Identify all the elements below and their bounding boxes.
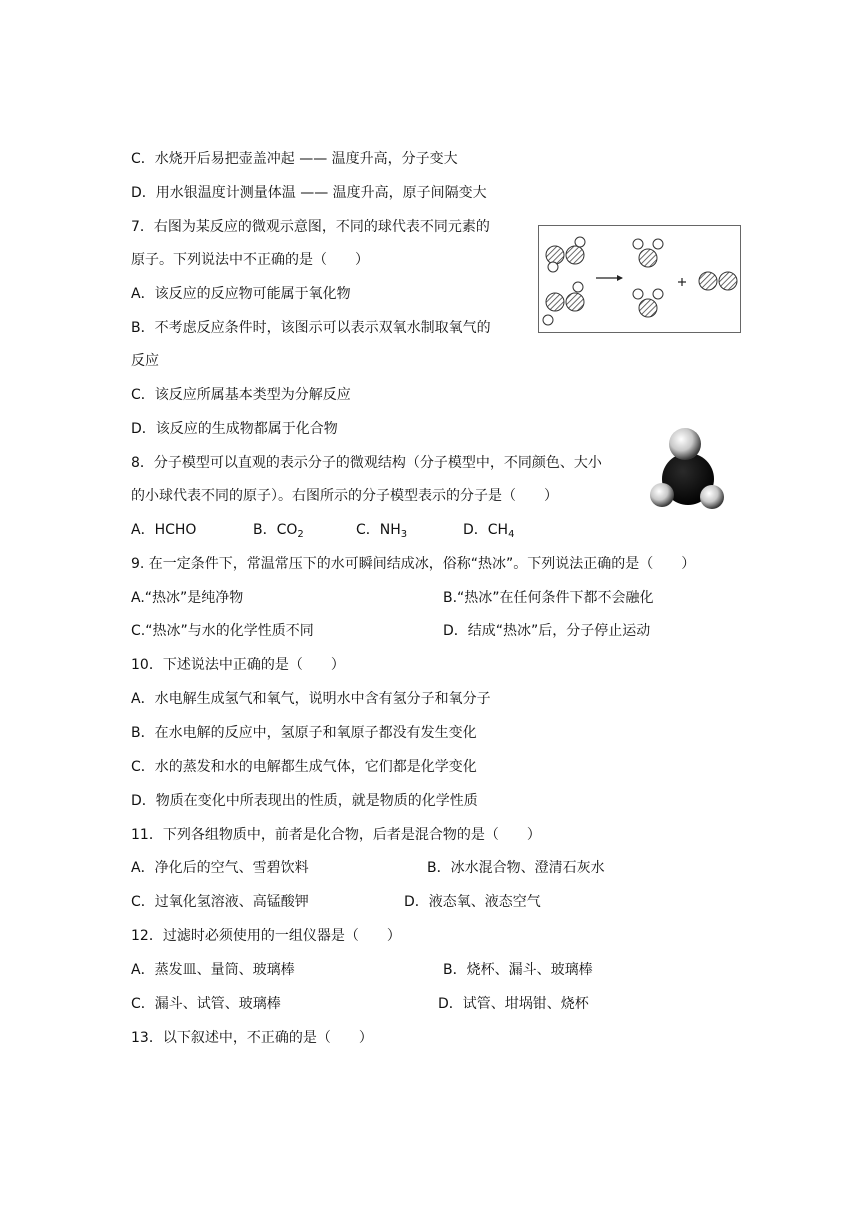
q12-option-a: A．蒸发皿、量筒、玻璃棒 — [131, 962, 295, 978]
question-12-stem: 12．过滤时必须使用的一组仪器是（ ） — [131, 928, 401, 944]
question-10-stem: 10．下述说法中正确的是（ ） — [131, 657, 345, 673]
line-6c: C．水烧开后易把壶盖冲起 —— 温度升高，分子变大 — [131, 151, 458, 167]
q11-option-c: C．过氧化氢溶液、高锰酸钾 — [131, 894, 309, 910]
q7-option-d: D．该反应的生成物都属于化合物 — [131, 421, 338, 437]
q7-option-c: C．该反应所属基本类型为分解反应 — [131, 387, 351, 403]
q9-option-c: C.“热冰”与水的化学性质不同 — [131, 623, 314, 639]
q12-option-c: C．漏斗、试管、玻璃棒 — [131, 996, 281, 1012]
question-8-stem-2: 的小球代表不同的原子）。右图所示的分子模型表示的分子是（ ） — [131, 488, 558, 504]
question-7-stem-1: 7．右图为某反应的微观示意图，不同的球代表不同元素的 — [131, 219, 490, 235]
question-8-stem-1: 8．分子模型可以直观的表示分子的微观结构（分子模型中，不同颜色、大小 — [131, 455, 602, 471]
q10-option-c: C．水的蒸发和水的电解都生成气体，它们都是化学变化 — [131, 759, 477, 775]
question-11-stem: 11．下列各组物质中，前者是化合物，后者是混合物的是（ ） — [131, 827, 541, 843]
q8-option-c: C．$NH_3$ — [356, 522, 408, 540]
q12-option-d: D．试管、坩埚钳、烧杯 — [438, 996, 589, 1012]
question-13-stem: 13．以下叙述中，不正确的是（ ） — [131, 1030, 373, 1046]
question-9-stem: 9. 在一定条件下，常温常压下的水可瞬间结成冰，俗称“热冰”。下列说法正确的是（ ） — [131, 556, 696, 572]
q8-option-a: A．HCHO — [131, 522, 197, 538]
q10-option-d: D．物质在变化中所表现出的性质，就是物质的化学性质 — [131, 793, 478, 809]
q10-option-a: A．水电解生成氢气和氧气，说明水中含有氢分子和氧分子 — [131, 691, 491, 707]
q9-option-b: B.“热冰”在任何条件下都不会融化 — [443, 590, 654, 606]
q8-option-b: B．$CO_2$ — [253, 522, 304, 540]
molecule-model — [648, 424, 728, 514]
q11-option-d: D．液态氧、液态空气 — [404, 894, 541, 910]
q7-option-b-cont: 反应 — [131, 353, 159, 369]
q10-option-b: B．在水电解的反应中，氢原子和氧原子都没有发生变化 — [131, 725, 477, 741]
q9-option-a: A.“热冰”是纯净物 — [131, 590, 244, 606]
reaction-diagram — [538, 225, 742, 334]
q7-option-a: A．该反应的反应物可能属于氧化物 — [131, 286, 351, 302]
question-7-stem-2: 原子。下列说法中不正确的是（ ） — [131, 252, 369, 268]
q7-option-b: B．不考虑反应条件时，该图示可以表示双氧水制取氧气的 — [131, 320, 491, 336]
q11-option-a: A．净化后的空气、雪碧饮料 — [131, 860, 309, 876]
q8-option-d: D．$CH_4$ — [463, 522, 515, 540]
q12-option-b: B．烧杯、漏斗、玻璃棒 — [443, 962, 593, 978]
q9-option-d: D．结成“热冰”后，分子停止运动 — [443, 623, 651, 639]
line-6d: D．用水银温度计测量体温 —— 温度升高，原子间隔变大 — [131, 185, 487, 201]
q11-option-b: B．冰水混合物、澄清石灰水 — [427, 860, 605, 876]
